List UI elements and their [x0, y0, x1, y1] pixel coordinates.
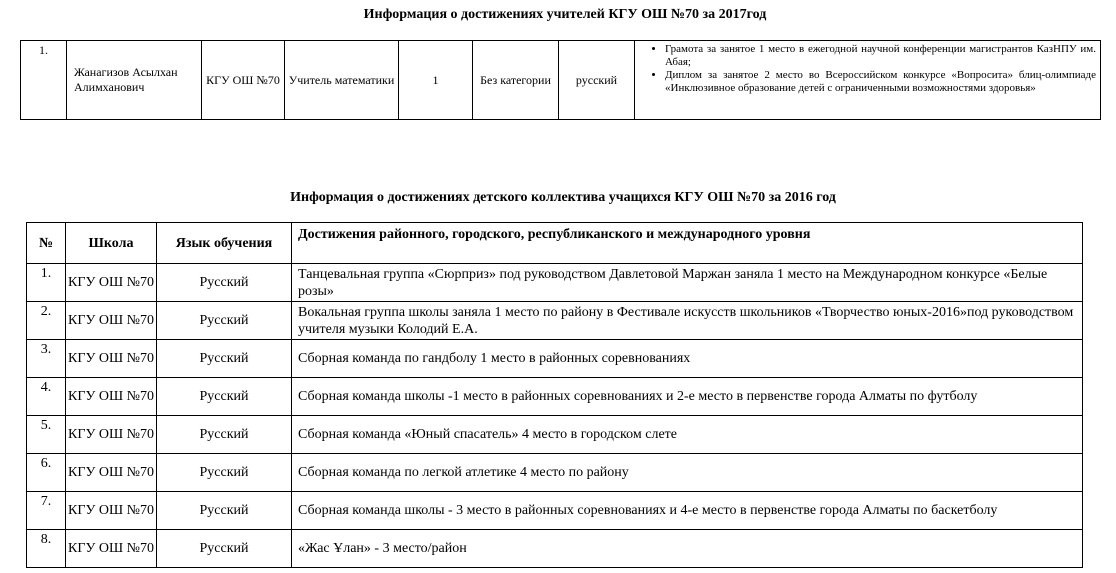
- row-number: 7.: [27, 492, 66, 530]
- table-row: [27, 378, 1083, 416]
- teacher-name: Жанагизов Асылхан Алимханович: [67, 41, 202, 120]
- row-achievement: Сборная команда школы - 3 место в районных соревнованиях и 4-е место в первенстве города Алматы по баскетболу: [292, 492, 1083, 530]
- row-language: Русский: [157, 416, 292, 454]
- teacher-language: русский: [559, 41, 635, 120]
- teacher-section-title: Информация о достижениях учителей КГУ ОШ №70 за 2017год: [363, 7, 767, 22]
- row-number: 4.: [27, 378, 66, 416]
- header-achievements: Достижения районного, городского, республиканского и международного уровня: [292, 223, 1083, 264]
- row-language: Русский: [157, 530, 292, 568]
- table-row: [27, 264, 1083, 302]
- teacher-achievements-list: [639, 43, 1096, 95]
- row-language: Русский: [157, 378, 292, 416]
- row-language: Русский: [157, 302, 292, 340]
- teacher-achievements: [635, 41, 1101, 120]
- teacher-school: КГУ ОШ №70: [202, 41, 285, 120]
- header-language: Язык обучения: [157, 223, 292, 264]
- row-achievement: Сборная команда «Юный спасатель» 4 место в городском слете: [292, 416, 1083, 454]
- row-school: КГУ ОШ №70: [66, 340, 157, 378]
- row-number: 5.: [27, 416, 66, 454]
- row-achievement: Вокальная группа школы заняла 1 место по району в Фестивале искусств школьников «Творчество юных-2016»под руководством учителя музыки Колодий Е.А.: [292, 302, 1083, 340]
- header-number: №: [27, 223, 66, 264]
- teacher-achievements-table: [20, 40, 1101, 120]
- row-number: 1.: [27, 264, 66, 302]
- row-achievement: Танцевальная группа «Сюрприз» под руководством Давлетовой Маржан заняла 1 место на Международном конкурсе «Белые розы»: [292, 264, 1083, 302]
- table-row: [27, 416, 1083, 454]
- teacher-position: Учитель математики: [285, 41, 399, 120]
- students-section-title: Информация о достижениях детского коллектива учащихся КГУ ОШ №70 за 2016 год: [290, 190, 836, 205]
- row-school: КГУ ОШ №70: [66, 492, 157, 530]
- list-item: • Грамота за занятое 1 место в ежегодной научной конференции магистрантов КазНПУ им. Абая;: [665, 43, 1096, 69]
- table-row: [27, 302, 1083, 340]
- row-school: КГУ ОШ №70: [66, 264, 157, 302]
- row-language: Русский: [157, 340, 292, 378]
- list-item: • Диплом за занятое 2 место во Всероссийском конкурсе «Вопросита» блиц-олимпиаде «Инклюзивное образование детей с ограниченными возможностями здоровья»: [665, 69, 1096, 95]
- table-row: [27, 454, 1083, 492]
- teacher-count: 1: [399, 41, 473, 120]
- table-row: [21, 41, 1101, 120]
- table-row: [27, 530, 1083, 568]
- header-school: Школа: [66, 223, 157, 264]
- row-school: КГУ ОШ №70: [66, 378, 157, 416]
- students-achievements-table: [26, 222, 1083, 568]
- row-number: 8.: [27, 530, 66, 568]
- row-number: 6.: [27, 454, 66, 492]
- row-language: Русский: [157, 264, 292, 302]
- row-number: 2.: [27, 302, 66, 340]
- row-school: КГУ ОШ №70: [66, 454, 157, 492]
- table-header-row: [27, 223, 1083, 264]
- table-row: [27, 340, 1083, 378]
- row-achievement: «Жас Ұлан» - 3 место/район: [292, 530, 1083, 568]
- table-row: [27, 492, 1083, 530]
- row-language: Русский: [157, 492, 292, 530]
- teacher-row-number: 1.: [21, 41, 67, 120]
- row-achievement: Сборная команда по легкой атлетике 4 место по району: [292, 454, 1083, 492]
- row-achievement: Сборная команда по гандболу 1 место в районных соревнованиях: [292, 340, 1083, 378]
- row-language: Русский: [157, 454, 292, 492]
- row-number: 3.: [27, 340, 66, 378]
- row-school: КГУ ОШ №70: [66, 302, 157, 340]
- row-achievement: Сборная команда школы -1 место в районных соревнованиях и 2-е место в первенстве города Алматы по футболу: [292, 378, 1083, 416]
- teacher-category: Без категории: [473, 41, 559, 120]
- row-school: КГУ ОШ №70: [66, 530, 157, 568]
- row-school: КГУ ОШ №70: [66, 416, 157, 454]
